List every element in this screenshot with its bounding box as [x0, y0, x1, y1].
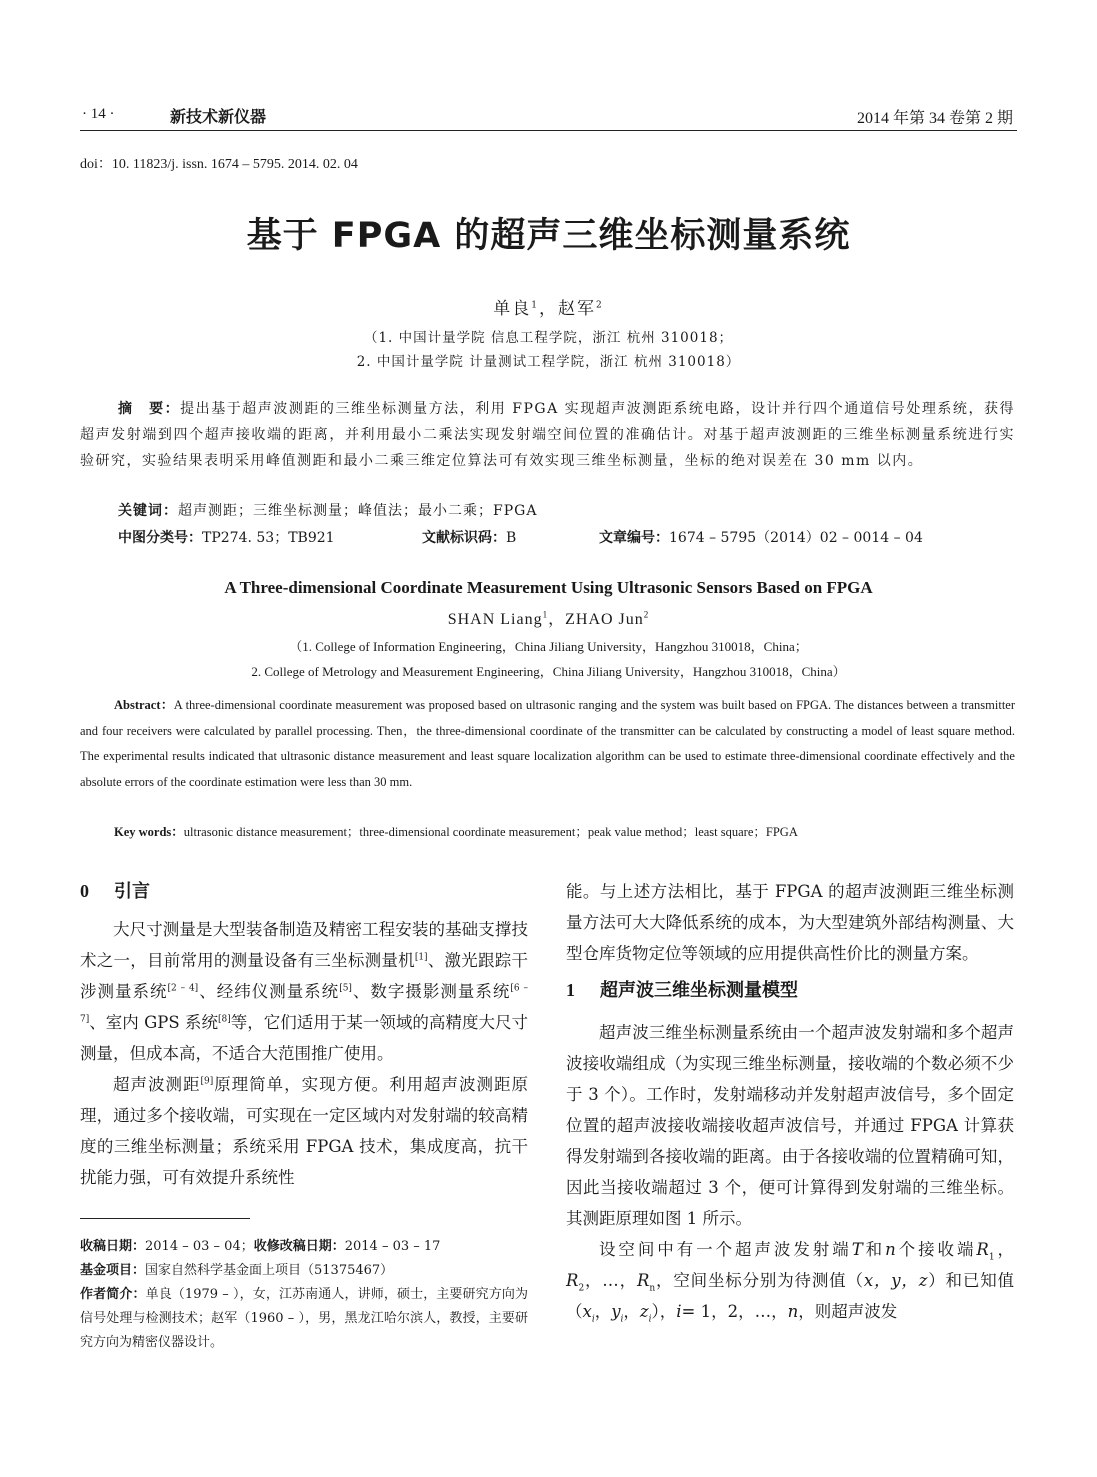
paragraph-intro-1: [80, 914, 528, 1069]
paper-title-cn: 基于 FPGA 的超声三维坐标测量系统: [246, 216, 851, 256]
keywords-en: [114, 822, 798, 840]
citation-ref: [5]: [339, 983, 352, 994]
article-number: [599, 527, 923, 547]
text-run: ，空间坐标分别为待测值（: [655, 1271, 864, 1290]
keywords-cn: [118, 500, 537, 520]
text-run: 和: [862, 1240, 886, 1259]
paragraph-model-1: 超声波三维坐标测量系统由一个超声波发射端和多个超声波接收端组成（为实现三维坐标测量，接收端的个数必须不少于 3 个）。工作时，发射端移动并发射超声波信号，多个固定位置的超声波接收端接收超声波信号，并通过 FPGA 计算获得发射端到各接收端的距离。由于各接收端的位置精确可知，因此当接收端超过 3 个，便可计算得到发射端的三维坐标。其测距原理如图 1 所示。: [566, 1023, 1014, 1228]
page-number: · 14 ·: [82, 106, 115, 122]
author-1-en: SHAN Liang: [447, 611, 543, 628]
subscript: 1: [988, 1252, 995, 1263]
keywords-cn-text: 超声测距；三维坐标测量；峰值法；最小二乘；FPGA: [178, 503, 538, 519]
affiliation-en-2: 2. College of Metrology and Measurement Engineering，China Jiliang University，Hangzhou 310018，China）: [251, 664, 846, 679]
author-2-affil-mark: 2: [596, 300, 604, 311]
section-1-number: 1: [566, 980, 575, 1000]
section-0-number: 0: [80, 881, 89, 901]
paragraph-model-2: [566, 1234, 1014, 1327]
revised-date: 2014 – 03 – 17: [344, 1239, 441, 1254]
var-R: R: [566, 1271, 579, 1290]
document-code: [422, 527, 516, 547]
authors-en: [0, 606, 1097, 629]
header-rule: [80, 130, 1017, 131]
citation-ref: [1]: [414, 952, 428, 963]
journal-name: 新技术新仪器: [170, 107, 267, 126]
revised-label: 收修改稿日期：: [253, 1239, 345, 1254]
text-run: ，则超声波发: [798, 1302, 898, 1321]
abstract-cn-label: 摘 要：: [118, 401, 181, 417]
subscript-i: i: [591, 1314, 595, 1325]
section-0-title: 引言: [114, 881, 150, 902]
text-run: 、激光跟踪干涉测量系统: [80, 951, 529, 1001]
text-run: 等，它们适用于某一领域的高精度大尺寸测量，但成本高，不适合大范围推广使用。: [80, 1013, 529, 1063]
article-number-label: 文章编号：: [599, 530, 669, 546]
text-run: ，…，: [584, 1271, 637, 1290]
subscript-i: i: [620, 1314, 624, 1325]
text-run: 大尺寸测量是大型装备制造及精密工程安装的基础支撑技术之一，目前常用的测量设备有三坐标测量机: [80, 920, 528, 970]
footnote-rule: [80, 1218, 250, 1219]
keywords-cn-label: 关键词：: [118, 503, 178, 519]
section-heading-0: [80, 876, 528, 914]
footnote-fund: [80, 1259, 528, 1283]
paper-title-en: A Three-dimensional Coordinate Measurement Using Ultrasonic Sensors Based on FPGA: [224, 578, 873, 597]
var-i: i: [676, 1302, 682, 1321]
text-run: = 1，2，…，: [681, 1302, 788, 1321]
fund-text: 国家自然科学基金面上项目（51375467）: [145, 1263, 394, 1278]
text-run: ，: [994, 1240, 1015, 1259]
abstract-en: [80, 693, 1015, 795]
author-1-en-affil-mark: 1: [542, 609, 549, 620]
clc-value: TP274. 53；TB921: [202, 530, 335, 546]
bio-text: 单良（1979 – ），女，江苏南通人，讲师，硕士，主要研究方向为信号处理与检测技术；赵军（1960 – ），男，黑龙江哈尔滨人，教授，主要研究方向为精密仪器设计。: [80, 1287, 528, 1350]
citation-ref: [2 – 4]: [167, 983, 199, 994]
abstract-en-label: Abstract：: [114, 698, 174, 712]
received-date: 2014 – 03 – 04；: [145, 1239, 254, 1254]
keywords-en-label: Key words：: [114, 825, 184, 839]
text-run: ）和已知值（: [566, 1271, 1015, 1321]
paragraph-intro-2: [80, 1069, 528, 1193]
clc-label: 中图分类号：: [118, 530, 202, 546]
text-run: 原理简单，实现方便。利用超声波测距原理，通过多个接收端，可实现在一定区域内对发射端的较高精度的三维坐标测量；系统采用 FPGA 技术，集成度高，抗干扰能力强，可有效提升系统性: [80, 1075, 529, 1187]
citation-ref: [9]: [200, 1076, 214, 1087]
subscript-i: i: [648, 1314, 652, 1325]
var-y: y: [611, 1302, 621, 1321]
affiliation-en-1: （1. College of Information Engineering，China Jiliang University，Hangzhou 310018，China；: [289, 639, 808, 654]
text-run: 超声波测距: [113, 1075, 201, 1094]
text-run: 设空间中有一个超声波发射端: [599, 1240, 852, 1259]
doi: doi：10. 11823/j. issn. 1674 – 5795. 2014. 02. 04: [80, 157, 358, 172]
var-n: n: [885, 1240, 896, 1259]
var-R: R: [976, 1240, 989, 1259]
body-column-right: [566, 876, 1014, 1327]
affiliation-cn-1: （1. 中国计量学院 信息工程学院，浙江 杭州 310018；: [363, 330, 734, 346]
author-2-en-affil-mark: 2: [643, 609, 650, 620]
journal-issue: 2014 年第 34 卷第 2 期: [856, 110, 1013, 127]
footnotes: [80, 1235, 528, 1355]
clc-number: [118, 527, 335, 547]
abstract-en-text: A three-dimensional coordinate measurement was proposed based on ultrasonic ranging and the system was built based on FPGA. The distances between a transmitter and four receivers were calculated by parallel processing. Then，the three-dimensional coordinate of the transmitter can be calculated by constructing a model of least square method. The experimental results indicated that ultrasonic distance measurement and least square localization algorithm can be used to estimate three-dimensional coordinate effectively and the absolute errors of the coordinate estimation were less than 30 mm.: [80, 698, 1015, 789]
fund-label: 基金项目：: [80, 1263, 146, 1278]
author-2-en: ZHAO Jun: [565, 611, 644, 628]
var-n: n: [787, 1302, 799, 1321]
doc-code-value: B: [506, 530, 517, 546]
authors-cn: [0, 294, 1097, 319]
text-run: ），: [651, 1302, 677, 1321]
var-R: R: [636, 1271, 650, 1290]
author-en-separator: ，: [548, 611, 566, 628]
keywords-en-text: ultrasonic distance measurement；three-dimensional coordinate measurement；peak value method；least square；FPGA: [183, 825, 798, 839]
author-1-cn: 单良: [493, 299, 532, 319]
paragraph-intro-2-cont: 能。与上述方法相比，基于 FPGA 的超声波测距三维坐标测量方法可大大降低系统的成本，为大型建筑外部结构测量、大型仓库货物定位等领域的应用提供高性价比的测量方案。: [566, 882, 1014, 963]
citation-ref: [6 – 7]: [80, 983, 529, 1025]
author-2-cn: 赵军: [558, 299, 596, 319]
text-run: ，: [623, 1302, 640, 1321]
text-run: 、室内 GPS 系统: [89, 1013, 218, 1032]
var-x: x: [582, 1302, 592, 1321]
footnote-bio: [80, 1283, 528, 1355]
article-number-value: 1674 – 5795（2014）02 – 0014 – 04: [669, 530, 923, 546]
body-column-left: [80, 876, 528, 1193]
text-run: ，: [594, 1302, 612, 1321]
abstract-cn: [80, 396, 1015, 474]
bio-label: 作者简介：: [80, 1287, 146, 1302]
subscript: 2: [578, 1283, 585, 1294]
var-xyz: x，y，z: [863, 1271, 928, 1290]
author-1-affil-mark: 1: [531, 300, 539, 311]
doc-code-label: 文献标识码：: [422, 530, 506, 546]
section-heading-1: [566, 975, 1014, 1013]
subscript: n: [649, 1283, 656, 1294]
citation-ref: [8]: [217, 1014, 231, 1025]
text-run: 个接收端: [895, 1240, 977, 1259]
text-run: 、经纬仪测量系统: [198, 982, 340, 1001]
text-run: 、数字摄影测量系统: [351, 982, 511, 1001]
affiliation-cn-2: 2. 中国计量学院 计量测试工程学院，浙江 杭州 310018）: [356, 354, 741, 370]
var-T: T: [851, 1240, 863, 1259]
footnote-dates: [80, 1235, 528, 1259]
var-z: z: [639, 1302, 649, 1321]
received-label: 收稿日期：: [80, 1239, 146, 1254]
section-1-title: 超声波三维坐标测量模型: [600, 980, 798, 1001]
abstract-cn-text: 提出基于超声波测距的三维坐标测量方法，利用 FPGA 实现超声波测距系统电路，设计并行四个通道信号处理系统，获得超声发射端到四个超声接收端的距离，并利用最小二乘法实现发射端空间位置的准确估计。对基于超声波测距的三维坐标测量系统进行实验研究，实验结果表明采用峰值测距和最小二乘三维定位算法可有效实现三维坐标测量，坐标的绝对误差在 30 mm 以内。: [80, 401, 1016, 469]
author-separator: ，: [539, 299, 558, 319]
